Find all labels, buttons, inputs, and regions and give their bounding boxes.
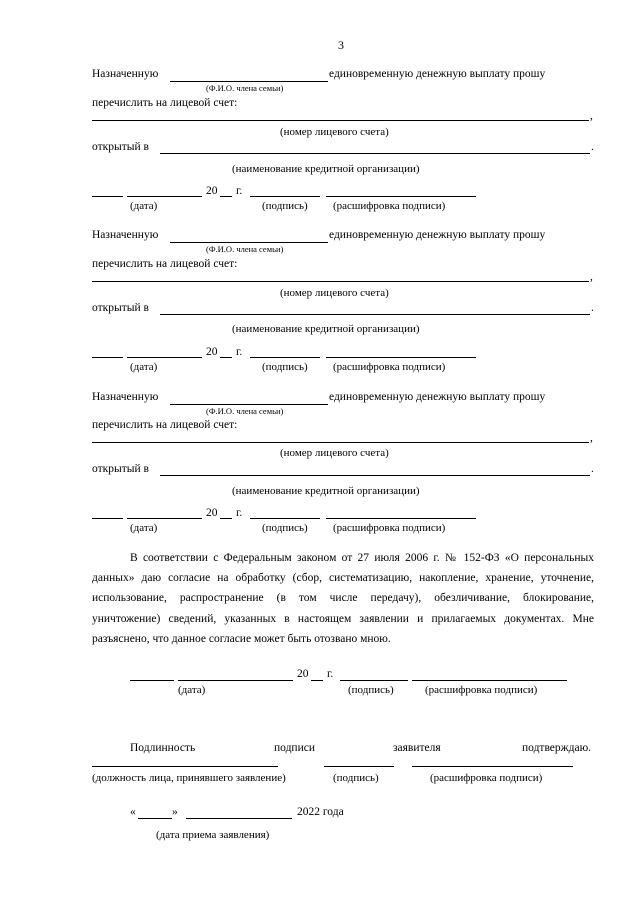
account-number-caption: (номер лицевого счета)	[280, 126, 389, 138]
comma-mark: ,	[590, 432, 593, 444]
opened-at-label: открытый в	[92, 463, 149, 475]
consent-decoding-line[interactable]	[412, 680, 567, 681]
signature-line[interactable]	[250, 357, 320, 358]
verification-word-2: подписи	[274, 742, 315, 754]
date-caption: (дата)	[130, 522, 158, 534]
receipt-month-line[interactable]	[186, 818, 292, 819]
assigned-label: Назначенную	[92, 391, 159, 403]
opened-at-label: открытый в	[92, 141, 149, 153]
receipt-year-text: 2022 года	[297, 806, 344, 818]
month-line[interactable]	[127, 196, 202, 197]
family-member-name-line[interactable]	[170, 404, 328, 405]
signature-decoding-caption: (расшифровка подписи)	[333, 200, 446, 212]
signature-decoding-line[interactable]	[326, 357, 476, 358]
date-caption: (дата)	[130, 200, 158, 212]
account-number-caption: (номер лицевого счета)	[280, 287, 389, 299]
family-member-caption: (Ф.И.О. члена семьи)	[206, 406, 284, 416]
signature-caption: (подпись)	[262, 200, 308, 212]
verification-word-1: Подлинность	[130, 742, 196, 754]
year-line[interactable]	[220, 196, 232, 197]
date-caption: (дата)	[130, 361, 158, 373]
credit-org-caption: (наименование кредитной организации)	[232, 323, 420, 335]
signature-decoding-line[interactable]	[326, 518, 476, 519]
account-number-line[interactable]	[92, 281, 589, 282]
account-number-caption: (номер лицевого счета)	[280, 447, 389, 459]
consent-day-line[interactable]	[130, 680, 174, 681]
consent-month-line[interactable]	[178, 680, 293, 681]
account-number-line[interactable]	[92, 442, 589, 443]
year-line[interactable]	[220, 518, 232, 519]
consent-year-line[interactable]	[311, 680, 323, 681]
comma-mark: ,	[590, 110, 593, 122]
transfer-account-text: перечислить на лицевой счет:	[92, 97, 238, 109]
period-mark: .	[591, 302, 594, 314]
signature-decoding-line[interactable]	[326, 196, 476, 197]
transfer-account-text: перечислить на лицевой счет:	[92, 258, 238, 270]
page-number: 3	[338, 38, 344, 52]
year-suffix: г.	[236, 185, 243, 197]
position-line[interactable]	[92, 766, 278, 767]
credit-org-line[interactable]	[160, 314, 590, 315]
year-prefix: 20	[206, 346, 218, 358]
credit-org-caption: (наименование кредитной организации)	[232, 163, 420, 175]
verification-word-4: подтверждаю.	[522, 742, 592, 754]
signature-caption: (подпись)	[262, 522, 308, 534]
day-line[interactable]	[92, 518, 123, 519]
day-line[interactable]	[92, 357, 123, 358]
verifier-decoding-caption: (расшифровка подписи)	[430, 772, 543, 784]
year-prefix: 20	[206, 185, 218, 197]
month-line[interactable]	[127, 518, 202, 519]
family-member-caption: (Ф.И.О. члена семьи)	[206, 244, 284, 254]
transfer-account-text: перечислить на лицевой счет:	[92, 419, 238, 431]
year-suffix: г.	[236, 346, 243, 358]
family-member-name-line[interactable]	[170, 81, 328, 82]
day-line[interactable]	[92, 196, 123, 197]
signature-decoding-caption: (расшифровка подписи)	[333, 361, 446, 373]
signature-line[interactable]	[250, 196, 320, 197]
period-mark: .	[591, 463, 594, 475]
year-prefix: 20	[206, 507, 218, 519]
verification-word-3: заявителя	[393, 742, 441, 754]
open-quote: «	[130, 806, 136, 818]
personal-data-consent-text: В соответствии с Федеральным законом от 27 июля 2006 г. № 152-ФЗ «О персональных данных» даю согласие на обработку (сбор, систематизацию, накопление, хранение, уточнение, использование, распространение (в том числе передачу), обезличивание, блокирование, уничтожение) сведений, указанных в настоящем заявлении и прилагаемых документах. Мне разъяснено, что данное согласие может быть отозвано мною.	[92, 552, 594, 645]
verifier-decoding-line[interactable]	[412, 766, 573, 767]
signature-line[interactable]	[250, 518, 320, 519]
comma-mark: ,	[590, 271, 593, 283]
signature-decoding-caption: (расшифровка подписи)	[333, 522, 446, 534]
family-member-caption: (Ф.И.О. члена семьи)	[206, 83, 284, 93]
consent-year-prefix: 20	[297, 668, 309, 680]
verifier-signature-line[interactable]	[324, 766, 394, 767]
receipt-day-line[interactable]	[138, 818, 172, 819]
credit-org-caption: (наименование кредитной организации)	[232, 485, 420, 497]
assigned-label: Назначенную	[92, 229, 159, 241]
period-mark: .	[591, 141, 594, 153]
credit-org-line[interactable]	[160, 475, 590, 476]
consent-decoding-caption: (расшифровка подписи)	[425, 684, 538, 696]
opened-at-label: открытый в	[92, 302, 149, 314]
assigned-label: Назначенную	[92, 68, 159, 80]
consent-signature-line[interactable]	[340, 680, 408, 681]
close-quote: »	[172, 806, 178, 818]
credit-org-line[interactable]	[160, 153, 590, 154]
verifier-signature-caption: (подпись)	[333, 772, 379, 784]
consent-signature-caption: (подпись)	[348, 684, 394, 696]
consent-year-suffix: г.	[327, 668, 334, 680]
year-line[interactable]	[220, 357, 232, 358]
month-line[interactable]	[127, 357, 202, 358]
signature-caption: (подпись)	[262, 361, 308, 373]
year-suffix: г.	[236, 507, 243, 519]
payment-request-text: единовременную денежную выплату прошу	[329, 391, 546, 403]
family-member-name-line[interactable]	[170, 242, 328, 243]
payment-request-text: единовременную денежную выплату прошу	[329, 229, 546, 241]
payment-request-text: единовременную денежную выплату прошу	[329, 68, 546, 80]
account-number-line[interactable]	[92, 120, 589, 121]
receipt-date-caption: (дата приема заявления)	[156, 829, 270, 841]
position-caption: (должность лица, принявшего заявление)	[92, 772, 286, 784]
consent-date-caption: (дата)	[178, 684, 206, 696]
